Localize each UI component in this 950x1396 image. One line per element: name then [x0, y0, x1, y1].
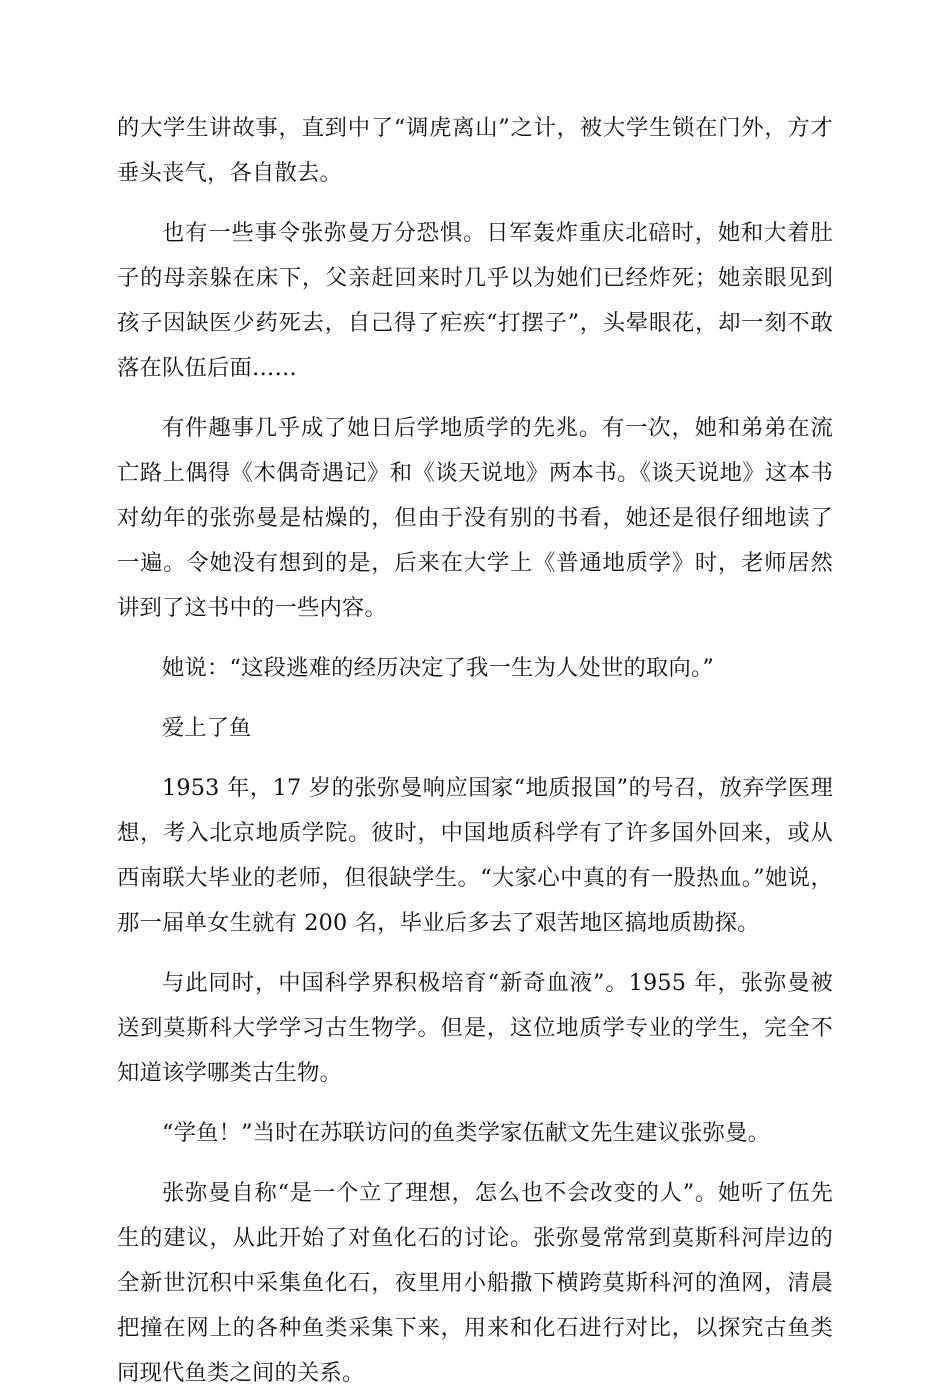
paragraph-quote: 她说：“这段逃难的经历决定了我一生为人处世的取向。”: [162, 655, 714, 681]
paragraph-gap: [117, 631, 833, 646]
paragraph-1953: 1953 年，17 岁的张弥曼响应国家“地质报国”的号召，放弃学医理想，考入北京地质学院。彼时，中国地质科学有了许多国外回来，或从西南联大毕业的老师，但很缺学生。“大家心中真的有一股热血。”她说，那一届单女生就有 200 名，毕业后多去了艰苦地区搞地质勘探。: [117, 775, 833, 936]
paragraph-gap: [117, 691, 833, 706]
paragraph-1955: 与此同时，中国科学界积极培育“新奇血液”。1955 年，张弥曼被送到莫斯科大学学习古生物学。但是，这位地质学专业的学生，完全不知道该学哪类古生物。: [117, 970, 833, 1086]
paragraph-gap: [117, 391, 833, 406]
paragraph-gap: [117, 751, 833, 766]
document-page: [117, 106, 833, 1396]
paragraph-learn-fish: “学鱼！”当时在苏联访问的鱼类学家伍献文先生建议张弥曼。: [162, 1120, 771, 1146]
paragraph-gap: [117, 946, 833, 961]
paragraph-gap: [117, 196, 833, 211]
section-heading: 爱上了鱼: [162, 715, 252, 741]
paragraph-story-ending: 的大学生讲故事，直到中了“调虎离山”之计，被大学生锁在门外，方才垂头丧气，各自散去。: [117, 115, 833, 186]
paragraph-fear: 也有一些事令张弥曼万分恐惧。日军轰炸重庆北碚时，她和大着肚子的母亲躲在床下，父亲赶回来时几乎以为她们已经炸死；她亲眼见到孩子因缺医少药死去，自己得了疟疾“打摆子”，头晕眼花，却一刻不敢落在队伍后面……: [117, 220, 833, 381]
paragraph-gap: [117, 1156, 833, 1171]
paragraph-gap: [117, 1096, 833, 1111]
paragraph-geology-omen: 有件趣事几乎成了她日后学地质学的先兆。有一次，她和弟弟在流亡路上偶得《木偶奇遇记》和《谈天说地》两本书。《谈天说地》这本书对幼年的张弥曼是枯燥的，但由于没有别的书看，她还是很仔细地读了一遍。令她没有想到的是，后来在大学上《普通地质学》时，老师居然讲到了这书中的一些内容。: [117, 415, 833, 621]
paragraph-fish-fossils: 张弥曼自称“是一个立了理想，怎么也不会改变的人”。她听了伍先生的建议，从此开始了对鱼化石的讨论。张弥曼常常到莫斯科河岸边的全新世沉积中采集鱼化石，夜里用小船撒下横跨莫斯科河的渔网，清晨把撞在网上的各种鱼类采集下来，用来和化石进行对比，以探究古鱼类同现代鱼类之间的关系。: [117, 1180, 833, 1386]
